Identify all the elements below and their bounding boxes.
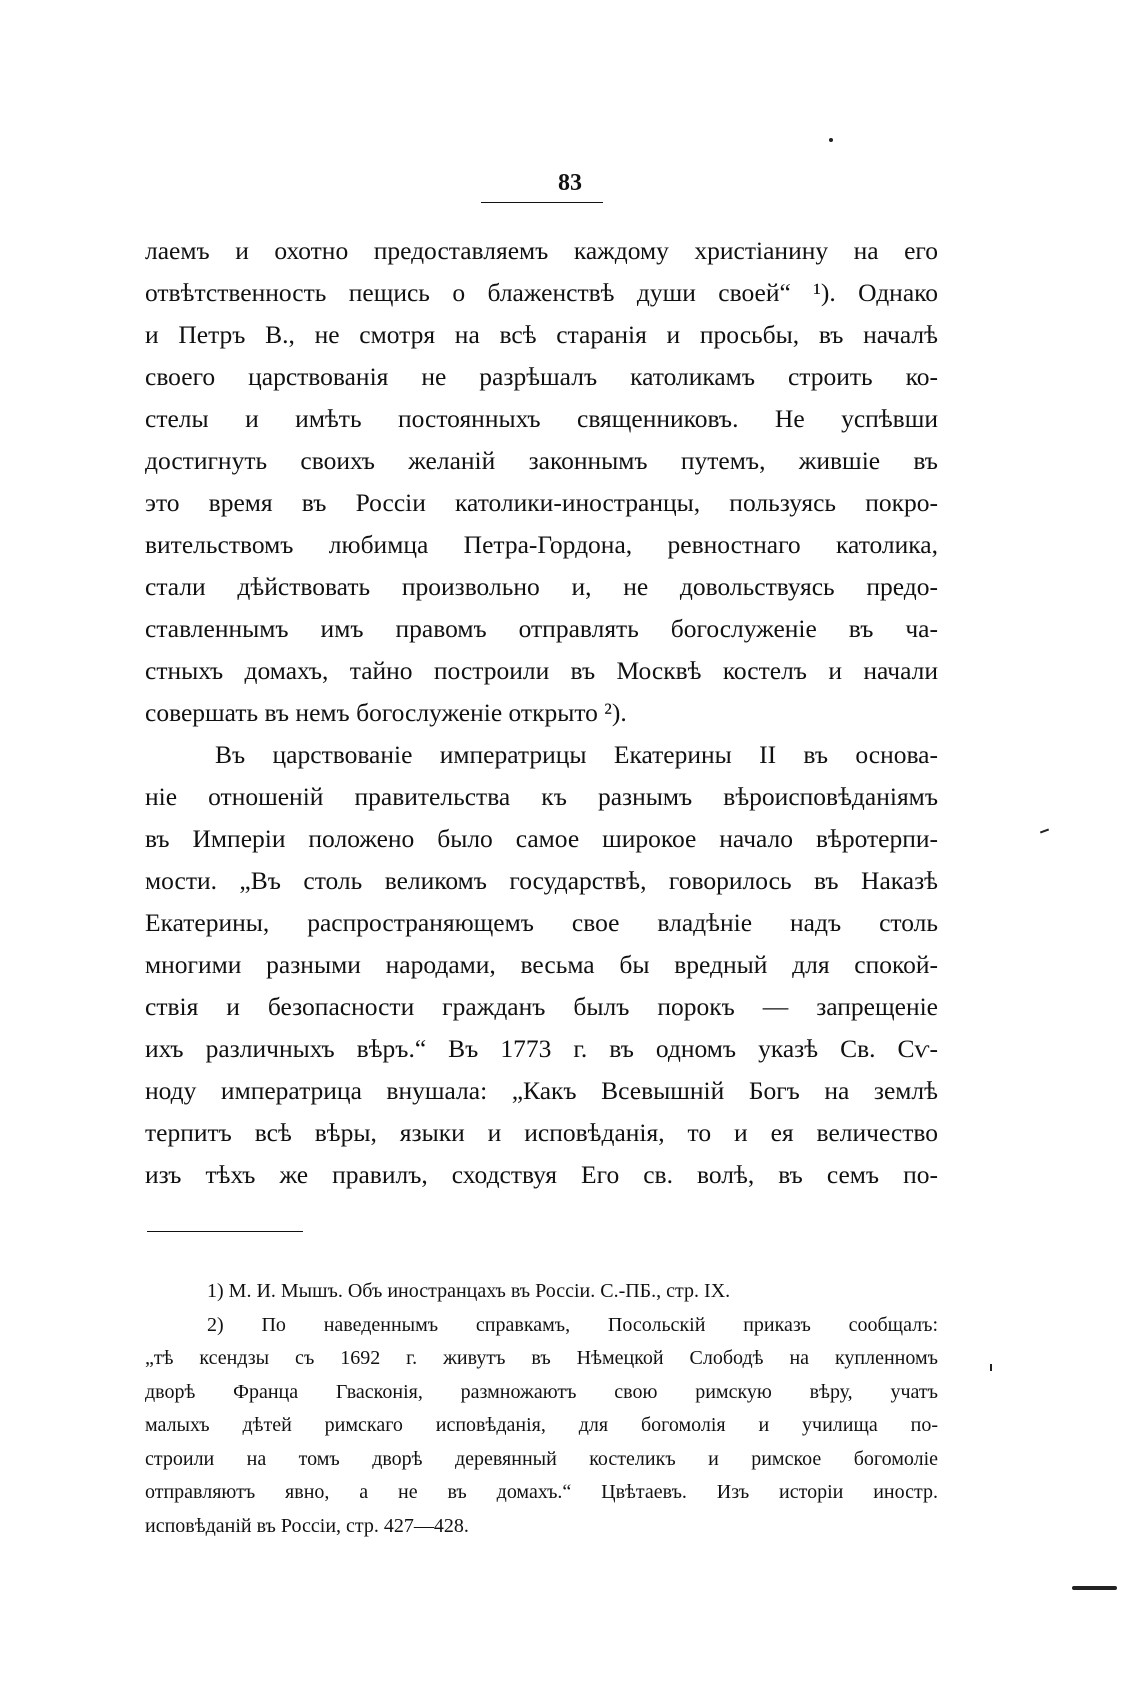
text-line: ноду императрица внушала: „Какъ Всевышній Богъ на землѣ [145,1076,938,1105]
text-line: стныхъ домахъ, тайно построили въ Москвѣ костелъ и начали [145,656,938,685]
text-line: изъ тѣхъ же правилъ, сходствуя Его св. волѣ, въ семъ по- [145,1160,938,1189]
text-line: ствія и безопасности гражданъ былъ порокъ — запрещеніе [145,992,938,1021]
page-number: 83 [558,170,582,196]
text-line: Въ царствованіе императрицы Екатерины II въ основа- [215,740,938,769]
text-line: отвѣтственность пещись о блаженствѣ души своей“ ¹). Однако [145,278,938,307]
footnote-line: „тѣ ксендзы съ 1692 г. живутъ въ Нѣмецкой Слободѣ на купленномъ [145,1347,938,1369]
text-line: многими разными народами, весьма бы вредный для спокой- [145,950,938,979]
text-line: и Петръ В., не смотря на всѣ старанія и просьбы, въ началѣ [145,320,938,349]
text-line: стелы и имѣть постоянныхъ священниковъ. Не успѣвши [145,404,938,433]
footnote-line: 1) М. И. Мышъ. Объ иностранцахъ въ Россіи. С.-ПБ., стр. IX. [207,1280,731,1302]
footnote-line: отправляютъ явно, а не въ домахъ.“ Цвѣтаевъ. Изъ исторіи иностр. [145,1481,938,1503]
text-line: въ Имперіи положено было самое широкое начало вѣротерпи- [145,824,938,853]
footnote-line: исповѣданій въ Россіи, стр. 427—428. [145,1514,469,1537]
body-text [145,230,938,1196]
text-line: стали дѣйствовать произвольно и, не довольствуясь предо- [145,572,938,601]
text-line: вительствомъ любимца Петра-Гордона, ревностнаго католика, [145,530,938,559]
footnote-line: строили на томъ дворѣ деревянный костеликъ и римское богомоліе [145,1447,938,1470]
text-line: совершать въ немъ богослуженіе открыто ²). [145,698,627,727]
scan-speck [990,1364,992,1371]
scan-speck [829,138,833,142]
scan-speck [1072,1586,1117,1590]
text-line: это время въ Россіи католики-иностранцы, пользуясь покро- [145,488,938,517]
scan-speck [1040,829,1049,834]
text-line: ніе отношеній правительства къ разнымъ вѣроисповѣданіямъ [145,782,938,811]
footnote-line: 2) По наведеннымъ справкамъ, Посольскій приказъ сообщалъ: [207,1313,938,1336]
footnote-line: малыхъ дѣтей римскаго исповѣданія, для богомолія и училища по- [145,1414,938,1436]
text-line: достигнуть своихъ желаній законнымъ путемъ, жившіе въ [145,446,938,475]
page-number-rule [481,202,603,203]
footnotes [145,1275,938,1543]
text-line: своего царствованія не разрѣшалъ католикамъ строить ко- [145,362,938,391]
text-line: терпитъ всѣ вѣры, языки и исповѣданія, то и ея величество [145,1118,938,1147]
text-line: лаемъ и охотно предоставляемъ каждому христіанину на его [145,236,938,265]
text-line: ставленнымъ имъ правомъ отправлять богослуженіе въ ча- [145,614,938,643]
text-line: Екатерины, распространяющемъ свое владѣніе надъ столь [145,908,938,937]
footnote-line: дворѣ Франца Гвасконія, размножаютъ свою римскую вѣру, учатъ [145,1380,938,1403]
text-line: мости. „Въ столь великомъ государствѣ, говорилось въ Наказѣ [145,866,938,895]
footnote-rule [147,1231,303,1232]
text-line: ихъ различныхъ вѣръ.“ Въ 1773 г. въ одномъ указѣ Св. Сѵ- [145,1034,938,1063]
